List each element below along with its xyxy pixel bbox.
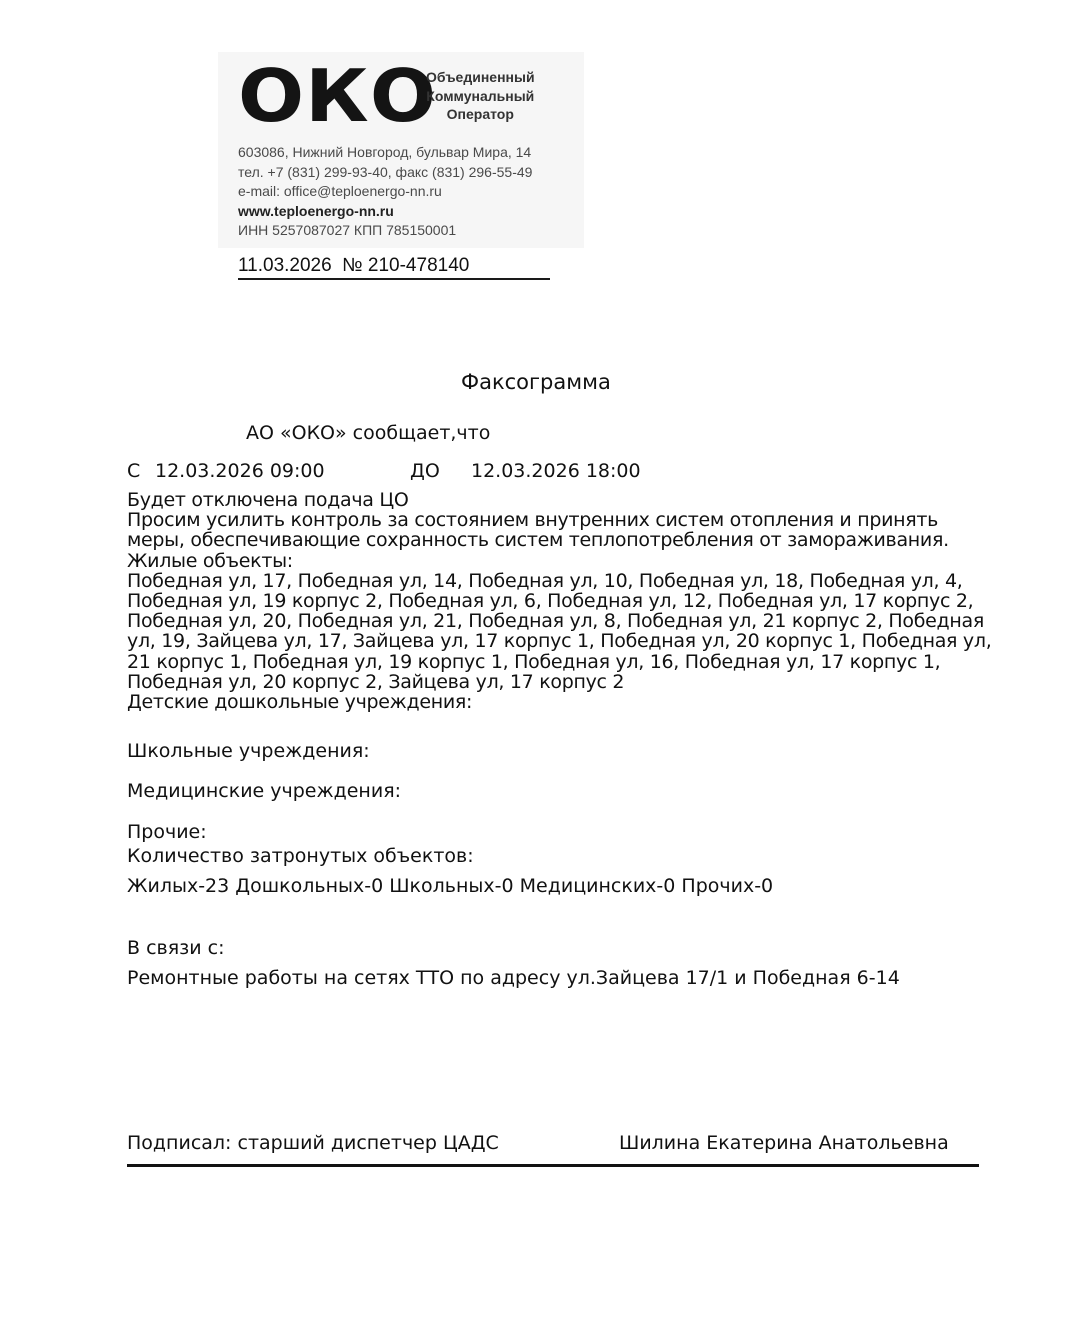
address-line: 21 корпус 1, Победная ул, 19 корпус 1, Победная ул, 16, Победная ул, 17 корпус 1, xyxy=(127,650,941,673)
period-from-label: С xyxy=(127,460,141,482)
signatory-name: Шилина Екатерина Анатольевна xyxy=(619,1132,949,1154)
request-line: Просим усилить контроль за состоянием внутренних систем отопления и принять xyxy=(127,509,939,532)
reason-heading: В связи с: xyxy=(127,937,225,959)
preschool-heading: Детские дошкольные учреждения: xyxy=(127,691,473,714)
reason-text: Ремонтные работы на сетях ТТО по адресу ул.Зайцева 17/1 и Победная 6-14 xyxy=(127,967,900,989)
logo-caption-line: Объединенный xyxy=(426,69,535,85)
shutdown-notice: Будет отключена подача ЦО xyxy=(127,489,409,511)
address-line: ул, 19, Зайцева ул, 17, Зайцева ул, 17 корпус 1, Победная ул, 20 корпус 1, Победная ул, xyxy=(127,630,992,653)
affected-heading: Количество затронутых объектов: xyxy=(127,845,474,867)
logo-caption-line: Оператор xyxy=(446,106,514,122)
company-phone: тел. +7 (831) 299-93-40, факс (831) 296-55-49 xyxy=(238,163,533,180)
document-date-number: 11.03.2026 № 210-478140 xyxy=(238,254,550,280)
company-contacts xyxy=(238,143,532,241)
medical-heading: Медицинские учреждения: xyxy=(127,780,402,802)
logo-caption xyxy=(426,68,535,124)
company-address: 603086, Нижний Новгород, бульвар Мира, 14 xyxy=(238,144,532,160)
company-website: www.teploenergo-nn.ru xyxy=(238,202,394,219)
period-to-label: ДО xyxy=(410,460,440,482)
period-to-value: 12.03.2026 18:00 xyxy=(471,460,641,482)
request-line: меры, обеспечивающие сохранность систем теплопотребления от замораживания. xyxy=(127,529,949,552)
address-line: Победная ул, 20 корпус 2, Зайцева ул, 17 корпус 2 xyxy=(127,670,625,693)
affected-counts: Жилых-23 Дошкольных-0 Школьных-0 Медицинских-0 Прочих-0 xyxy=(127,875,774,897)
signatory-role: Подписал: старший диспетчер ЦАДС xyxy=(127,1132,499,1154)
intro-text: АО «ОКО» сообщает,что xyxy=(246,422,491,444)
company-logo: ОКО xyxy=(238,54,438,138)
period-from-value: 12.03.2026 09:00 xyxy=(155,460,325,482)
address-line: Победная ул, 17, Победная ул, 14, Победная ул, 10, Победная ул, 18, Победная ул, 4, xyxy=(127,569,963,592)
letterhead xyxy=(218,52,584,248)
school-heading: Школьные учреждения: xyxy=(127,740,370,762)
company-inn: ИНН 5257087027 КПП 785150001 xyxy=(238,222,457,239)
notice-body xyxy=(127,490,1007,712)
signature-rule xyxy=(127,1164,979,1167)
company-email: e-mail: office@teploenergo-nn.ru xyxy=(238,183,442,200)
address-line: Победная ул, 20, Победная ул, 21, Победная ул, 8, Победная ул, 21 корпус 2, Победная xyxy=(127,610,984,633)
address-line: Победная ул, 19 корпус 2, Победная ул, 6, Победная ул, 12, Победная ул, 17 корпус 2, xyxy=(127,590,974,613)
other-heading: Прочие: xyxy=(127,821,207,843)
document-title: Факсограмма xyxy=(461,370,611,394)
residential-heading: Жилые объекты: xyxy=(127,549,293,572)
logo-caption-line: Коммунальный xyxy=(426,87,535,104)
